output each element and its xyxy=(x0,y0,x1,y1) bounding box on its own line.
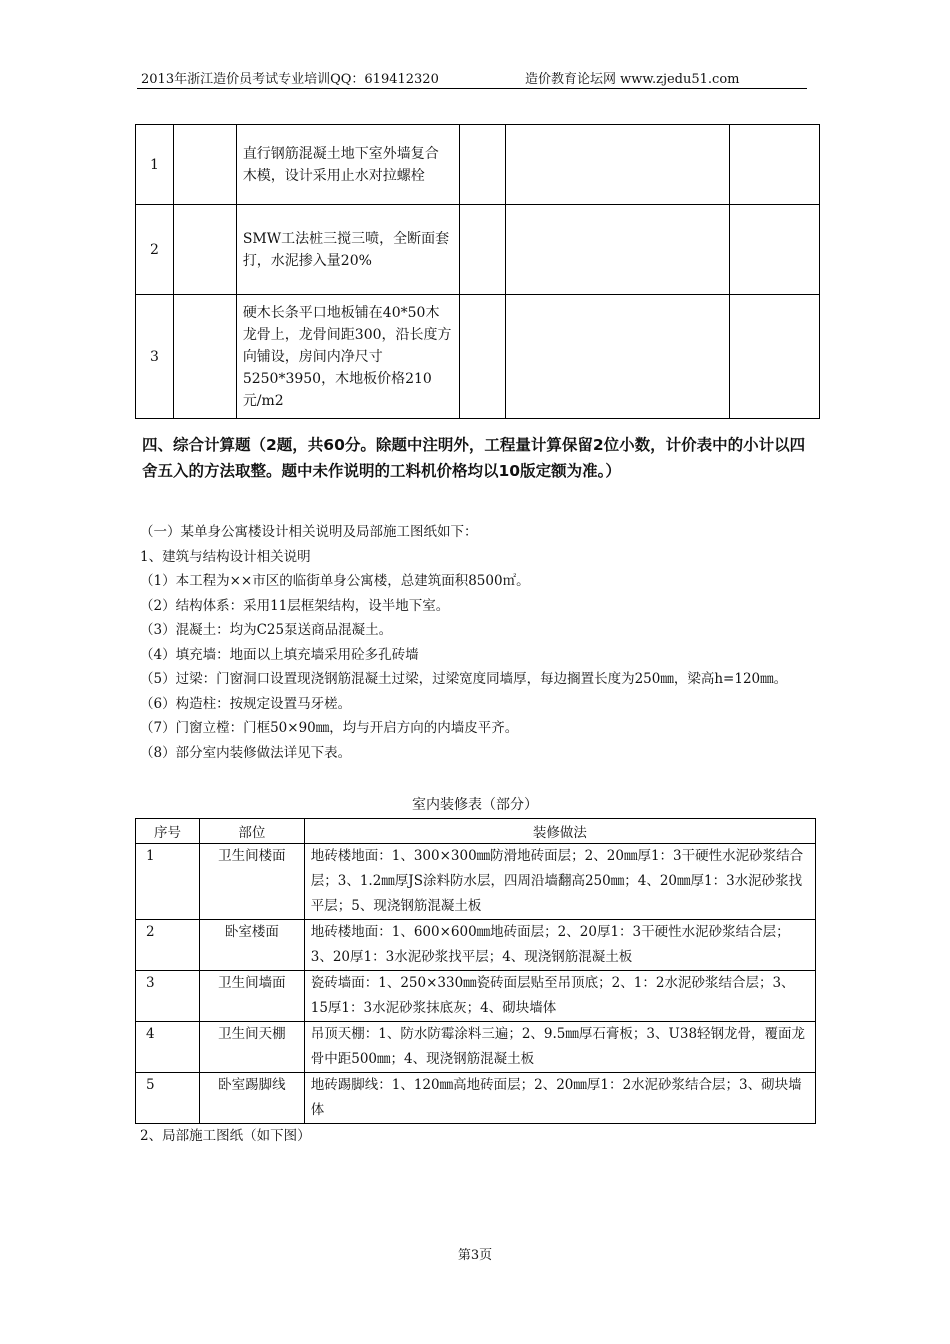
item-table xyxy=(135,124,820,419)
note-line: （3）混凝土：均为C25泵送商品混凝土。 xyxy=(140,622,393,638)
empty-cell xyxy=(459,295,505,419)
row-finish: 地砖楼地面：1、600×600㎜地砖面层；2、20厚1：3干硬性水泥砂浆结合层；3、20厚1：3水泥砂浆找平层；4、现浇钢筋混凝土板 xyxy=(304,920,815,971)
note-line: （5）过梁：门窗洞口设置现浇钢筋混凝土过梁，过梁宽度同墙厚，每边搁置长度为250㎜，梁高h=120㎜。 xyxy=(140,671,788,687)
row-finish: 地砖踢脚线：1、120㎜高地砖面层；2、20㎜厚1：2水泥砂浆结合层；3、砌块墙体 xyxy=(304,1073,815,1124)
row-number: 1 xyxy=(136,125,174,205)
header-left: 2013年浙江造价员考试专业培训QQ：619412320 xyxy=(141,72,439,87)
design-notes xyxy=(140,520,820,765)
row-number: 3 xyxy=(136,971,200,1022)
note-line: （6）构造柱：按规定设置马牙槎。 xyxy=(140,695,352,712)
table-header-row xyxy=(136,819,816,844)
empty-cell xyxy=(459,125,505,205)
table-row xyxy=(136,1022,816,1073)
row-description: 直行钢筋混凝土地下室外墙复合木模，设计采用止水对拉螺栓 xyxy=(236,125,459,205)
row-finish: 吊顶天棚：1、防水防霉涂料三遍；2、9.5㎜厚石膏板；3、U38轻钢龙骨，覆面龙骨中距500㎜；4、现浇钢筋混凝土板 xyxy=(304,1022,815,1073)
row-description: SMW工法桩三搅三喷，全断面套打，水泥掺入量20% xyxy=(236,205,459,295)
header-location: 部位 xyxy=(199,819,304,844)
empty-cell xyxy=(505,205,730,295)
note-line: （7）门窗立樘：门框50×90㎜，均与开启方向的内墙皮平齐。 xyxy=(140,720,519,736)
table-row xyxy=(136,205,820,295)
row-location: 卧室踢脚线 xyxy=(199,1073,304,1124)
table-row xyxy=(136,920,816,971)
note-line: （8）部分室内装修做法详见下表。 xyxy=(140,744,352,761)
note-line: （1）本工程为××市区的临街单身公寓楼，总建筑面积8500㎡。 xyxy=(140,573,530,589)
note-line: 1、建筑与结构设计相关说明 xyxy=(140,548,311,565)
row-number: 1 xyxy=(136,844,200,920)
empty-cell xyxy=(459,205,505,295)
header-finish: 装修做法 xyxy=(304,819,815,844)
row-location: 卫生间墙面 xyxy=(199,971,304,1022)
table-row xyxy=(136,295,820,419)
row-finish: 地砖楼地面：1、300×300㎜防滑地砖面层；2、20㎜厚1：3干硬性水泥砂浆结合层；3、1.2㎜厚JS涂料防水层，四周沿墙翻高250㎜；4、20㎜厚1：3水泥砂浆找平层；5、现浇钢筋混凝土板 xyxy=(304,844,815,920)
note-line: （2）结构体系：采用11层框架结构，设半地下室。 xyxy=(140,597,450,614)
row-number: 5 xyxy=(136,1073,200,1124)
table-row xyxy=(136,844,816,920)
header-no: 序号 xyxy=(136,819,200,844)
finish-table xyxy=(135,818,816,1124)
empty-cell xyxy=(730,205,820,295)
table-caption: 室内装修表（部分） xyxy=(412,797,538,813)
empty-cell xyxy=(505,125,730,205)
table-row xyxy=(136,971,816,1022)
note-line: （4）填充墙：地面以上填充墙采用砼多孔砖墙 xyxy=(140,646,419,663)
section-title: 四、综合计算题（2题，共60分。除题中注明外，工程量计算保留2位小数，计价表中的小计以四舍五入的方法取整。题中未作说明的工料机价格均以10版定额为准。） xyxy=(142,436,806,480)
table-row xyxy=(136,1073,816,1124)
drawings-heading: 2、局部施工图纸（如下图） xyxy=(140,1128,311,1144)
row-finish: 瓷砖墙面：1、250×330㎜瓷砖面层贴至吊顶底；2、1：2水泥砂浆结合层；3、15厚1：3水泥砂浆抹底灰；4、砌块墙体 xyxy=(304,971,815,1022)
row-location: 卫生间楼面 xyxy=(199,844,304,920)
page-number: 第3页 xyxy=(457,1248,493,1263)
header-right: 造价教育论坛网 www.zjedu51.com xyxy=(525,72,740,87)
row-number: 3 xyxy=(136,295,174,419)
note-line: （一）某单身公寓楼设计相关说明及局部施工图纸如下： xyxy=(140,524,478,540)
row-location: 卫生间天棚 xyxy=(199,1022,304,1073)
page-header xyxy=(137,64,807,89)
row-number: 4 xyxy=(136,1022,200,1073)
empty-cell xyxy=(730,125,820,205)
row-number: 2 xyxy=(136,920,200,971)
empty-cell xyxy=(730,295,820,419)
row-number: 2 xyxy=(136,205,174,295)
empty-cell xyxy=(173,125,236,205)
row-location: 卧室楼面 xyxy=(199,920,304,971)
row-description: 硬木长条平口地板铺在40*50木龙骨上，龙骨间距300，沿长度方向铺设，房间内净尺寸5250*3950，木地板价格210元/m2 xyxy=(236,295,459,419)
empty-cell xyxy=(173,295,236,419)
table-row xyxy=(136,125,820,205)
empty-cell xyxy=(505,295,730,419)
empty-cell xyxy=(173,205,236,295)
